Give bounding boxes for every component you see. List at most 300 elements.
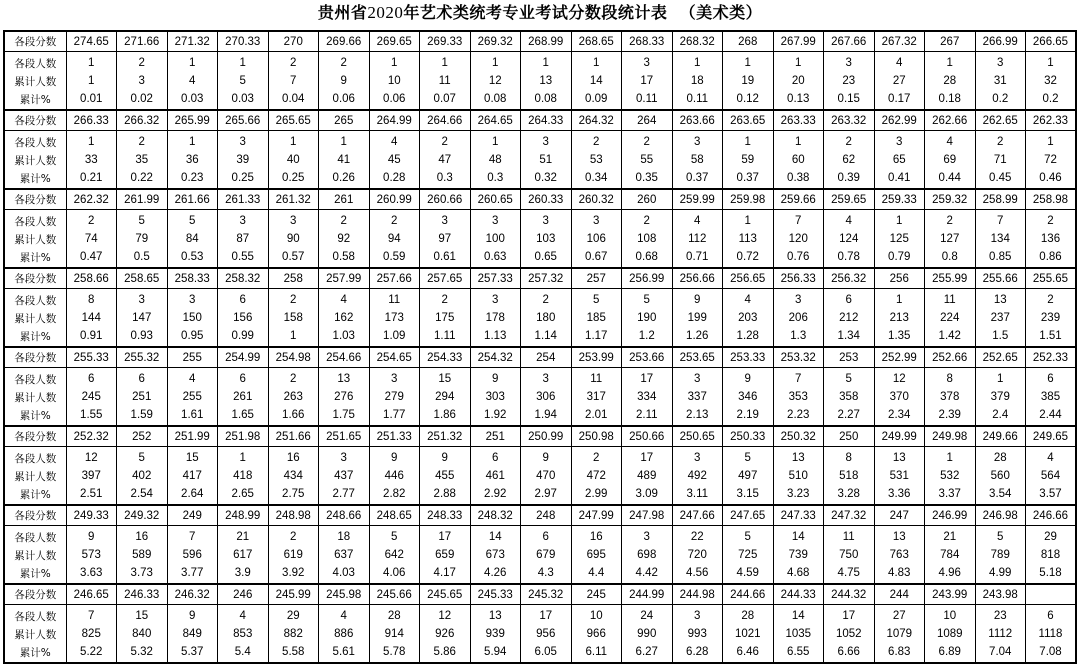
table-cell: 0.5 (117, 248, 168, 268)
table-cell: 3 (420, 210, 471, 231)
table-cell: 617 (218, 546, 269, 564)
table-cell: 270.33 (218, 31, 269, 52)
table-cell: 0.93 (117, 327, 168, 347)
table-cell: 0.09 (571, 90, 622, 110)
table-cell: 250.66 (622, 426, 673, 447)
table-cell: 0.15 (824, 90, 875, 110)
table-cell: 4 (369, 131, 420, 152)
table-cell: 334 (622, 388, 673, 406)
table-cell: 247.66 (672, 505, 723, 526)
table-cell: 1079 (874, 625, 925, 643)
table-cell: 378 (925, 388, 976, 406)
table-cell: 258.32 (218, 268, 269, 289)
cumulative-row (4, 72, 1076, 90)
table-cell: 100 (470, 230, 521, 248)
table-cell: 279 (369, 388, 420, 406)
table-cell: 914 (369, 625, 420, 643)
table-cell: 0.12 (723, 90, 774, 110)
table-cell: 589 (117, 546, 168, 564)
table-cell: 3.54 (975, 485, 1026, 505)
table-cell: 9 (521, 447, 572, 468)
table-cell: 69 (925, 151, 976, 169)
table-cell: 2 (824, 131, 875, 152)
table-cell: 17 (622, 72, 673, 90)
table-cell: 0.28 (369, 169, 420, 189)
table-cell: 1 (773, 52, 824, 73)
table-cell: 7 (167, 526, 218, 547)
row-label: 各段人数 (14, 57, 57, 70)
table-cell: 1.14 (521, 327, 572, 347)
table-cell: 0.68 (622, 248, 673, 268)
table-cell: 269.32 (470, 31, 521, 52)
table-cell: 247.99 (571, 505, 622, 526)
table-cell: 6.83 (874, 643, 925, 663)
table-cell: 251.33 (369, 426, 420, 447)
table-cell: 2 (1026, 289, 1077, 310)
table-cell: 1021 (723, 625, 774, 643)
cumulative-row (4, 230, 1076, 248)
table-cell: 0.37 (672, 169, 723, 189)
table-cell: 261.66 (167, 189, 218, 210)
table-cell: 573 (66, 546, 117, 564)
table-cell: 2 (268, 289, 319, 310)
table-cell: 370 (874, 388, 925, 406)
table-cell: 6 (218, 368, 269, 389)
table-cell: 257.66 (369, 268, 420, 289)
table-cell: 253.66 (622, 347, 673, 368)
table-cell: 244.99 (622, 584, 673, 605)
table-cell: 19 (723, 72, 774, 90)
table-cell: 698 (622, 546, 673, 564)
table-cell: 0.32 (521, 169, 572, 189)
table-cell: 1.2 (622, 327, 673, 347)
table-cell: 264.33 (521, 110, 572, 131)
table-cell: 243.99 (925, 584, 976, 605)
table-cell: 53 (571, 151, 622, 169)
table-cell: 6.55 (773, 643, 824, 663)
percent-row (4, 169, 1076, 189)
table-cell: 258.98 (1026, 189, 1077, 210)
table-cell: 518 (824, 467, 875, 485)
table-cell: 461 (470, 467, 521, 485)
table-cell: 13 (521, 72, 572, 90)
table-cell: 1.86 (420, 406, 471, 426)
percent-row (4, 485, 1076, 505)
table-cell: 259.32 (925, 189, 976, 210)
row-label: 各段分数 (4, 189, 66, 210)
table-cell: 22 (672, 526, 723, 547)
table-cell: 260.33 (521, 189, 572, 210)
table-cell: 0.25 (268, 169, 319, 189)
table-cell: 1089 (925, 625, 976, 643)
table-cell: 269.65 (369, 31, 420, 52)
table-cell: 0.03 (218, 90, 269, 110)
table-cell: 6.46 (723, 643, 774, 663)
table-cell: 265 (319, 110, 370, 131)
table-cell: 0.86 (1026, 248, 1077, 268)
table-cell: 108 (622, 230, 673, 248)
table-cell: 245.98 (319, 584, 370, 605)
table-cell: 3.28 (824, 485, 875, 505)
table-cell: 23 (824, 72, 875, 90)
percent-row (4, 564, 1076, 584)
table-cell: 4 (1026, 447, 1077, 468)
table-cell: 268.99 (521, 31, 572, 52)
table-cell: 1 (66, 131, 117, 152)
table-cell: 29 (268, 605, 319, 626)
table-cell: 470 (521, 467, 572, 485)
table-cell: 4.03 (319, 564, 370, 584)
table-cell: 17 (521, 605, 572, 626)
percent-row (4, 90, 1076, 110)
table-cell: 258 (268, 268, 319, 289)
table-cell: 252.66 (925, 347, 976, 368)
table-cell: 265.99 (167, 110, 218, 131)
table-cell: 6 (1026, 605, 1077, 626)
table-cell: 0.11 (672, 90, 723, 110)
count-row (4, 605, 1076, 626)
table-cell: 212 (824, 309, 875, 327)
table-cell: 255.32 (117, 347, 168, 368)
table-cell: 256.33 (773, 268, 824, 289)
table-cell: 0.76 (773, 248, 824, 268)
table-cell: 264.66 (420, 110, 471, 131)
table-cell: 261 (319, 189, 370, 210)
table-cell: 2 (319, 210, 370, 231)
table-cell: 27 (874, 72, 925, 90)
table-cell: 4 (874, 52, 925, 73)
table-cell: 13 (319, 368, 370, 389)
table-cell: 251.65 (319, 426, 370, 447)
table-cell: 259.65 (824, 189, 875, 210)
row-label: 累计% (19, 567, 51, 580)
table-cell: 9 (470, 368, 521, 389)
row-label: 各段分数 (4, 110, 66, 131)
table-cell: 0.04 (268, 90, 319, 110)
table-cell: 265.65 (268, 110, 319, 131)
table-cell: 259.66 (773, 189, 824, 210)
table-cell: 147 (117, 309, 168, 327)
row-label: 各段人数 (14, 610, 57, 623)
table-cell: 840 (117, 625, 168, 643)
table-cell: 2 (571, 447, 622, 468)
table-cell: 0.07 (420, 90, 471, 110)
table-cell: 0.55 (218, 248, 269, 268)
table-cell: 1 (470, 52, 521, 73)
table-cell: 12 (420, 605, 471, 626)
table-cell: 0.06 (369, 90, 420, 110)
table-cell: 926 (420, 625, 471, 643)
table-cell: 739 (773, 546, 824, 564)
score-distribution-table (3, 30, 1077, 664)
table-cell: 45 (369, 151, 420, 169)
row-label: 累计人数 (14, 549, 57, 562)
table-cell: 257.32 (521, 268, 572, 289)
table-cell: 261.32 (268, 189, 319, 210)
table-cell: 3.73 (117, 564, 168, 584)
table-cell: 247.65 (723, 505, 774, 526)
table-cell: 257.33 (470, 268, 521, 289)
table-cell: 750 (824, 546, 875, 564)
table-cell: 1 (470, 131, 521, 152)
table-cell: 248 (521, 505, 572, 526)
table-cell: 16 (571, 526, 622, 547)
table-cell: 1 (268, 131, 319, 152)
title-category: （美术类） (679, 3, 763, 22)
score-row (4, 110, 1076, 131)
table-cell: 94 (369, 230, 420, 248)
table-cell: 6 (218, 289, 269, 310)
table-cell: 3 (521, 210, 572, 231)
table-cell: 256.65 (723, 268, 774, 289)
table-cell: 2.88 (420, 485, 471, 505)
table-cell: 4.26 (470, 564, 521, 584)
table-cell: 637 (319, 546, 370, 564)
table-cell: 72 (1026, 151, 1077, 169)
table-cell: 2.39 (925, 406, 976, 426)
table-cell: 252.65 (975, 347, 1026, 368)
table-cell: 2 (521, 289, 572, 310)
table-cell: 0.44 (925, 169, 976, 189)
table-cell: 71 (975, 151, 1026, 169)
table-cell: 58 (672, 151, 723, 169)
table-cell: 5 (824, 368, 875, 389)
table-cell: 65 (874, 151, 925, 169)
table-cell: 249 (167, 505, 218, 526)
table-cell: 3.11 (672, 485, 723, 505)
table-cell: 472 (571, 467, 622, 485)
table-cell: 1.3 (773, 327, 824, 347)
table-cell: 564 (1026, 467, 1077, 485)
table-cell: 1.09 (369, 327, 420, 347)
table-cell: 0.13 (773, 90, 824, 110)
table-cell: 253.32 (773, 347, 824, 368)
table-cell: 11 (420, 72, 471, 90)
table-cell: 246 (218, 584, 269, 605)
table-cell: 4.83 (874, 564, 925, 584)
table-cell: 4 (319, 289, 370, 310)
table-cell: 253 (824, 347, 875, 368)
table-cell: 20 (773, 72, 824, 90)
table-cell: 0.8 (925, 248, 976, 268)
table-cell: 417 (167, 467, 218, 485)
row-label: 累计% (19, 93, 51, 106)
table-cell: 253.33 (723, 347, 774, 368)
table-cell: 264 (622, 110, 673, 131)
table-cell: 3.92 (268, 564, 319, 584)
table-cell: 3 (975, 52, 1026, 73)
table-cell: 1.11 (420, 327, 471, 347)
table-cell: 12 (66, 447, 117, 468)
table-cell: 1.34 (824, 327, 875, 347)
score-row (4, 189, 1076, 210)
table-cell: 4.4 (571, 564, 622, 584)
table-cell: 248.99 (218, 505, 269, 526)
table-cell: 265.66 (218, 110, 269, 131)
table-cell: 4 (925, 131, 976, 152)
table-cell: 0.65 (521, 248, 572, 268)
table-cell: 346 (723, 388, 774, 406)
table-cell: 1 (268, 327, 319, 347)
table-cell: 3.15 (723, 485, 774, 505)
table-cell: 4.42 (622, 564, 673, 584)
table-cell: 1 (975, 368, 1026, 389)
table-cell: 0.67 (571, 248, 622, 268)
table-cell: 3.9 (218, 564, 269, 584)
table-cell: 5 (622, 289, 673, 310)
table-cell: 3.63 (66, 564, 117, 584)
table-cell: 250.33 (723, 426, 774, 447)
table-cell: 17 (824, 605, 875, 626)
table-cell: 1 (723, 131, 774, 152)
table-cell: 446 (369, 467, 420, 485)
row-label: 累计% (19, 646, 51, 659)
percent-row (4, 248, 1076, 268)
table-cell: 1 (167, 131, 218, 152)
table-cell: 254.32 (470, 347, 521, 368)
table-cell: 2 (571, 131, 622, 152)
table-cell: 0.22 (117, 169, 168, 189)
table-cell: 0.38 (773, 169, 824, 189)
row-label: 累计人数 (14, 391, 57, 404)
table-cell: 2.65 (218, 485, 269, 505)
table-cell: 251.66 (268, 426, 319, 447)
table-cell: 5 (723, 447, 774, 468)
row-label: 累计% (19, 172, 51, 185)
table-cell: 21 (218, 526, 269, 547)
table-cell: 244 (874, 584, 925, 605)
table-cell: 249.65 (1026, 426, 1077, 447)
table-cell: 2.97 (521, 485, 572, 505)
row-label: 各段分数 (4, 584, 66, 605)
table-cell: 14 (470, 526, 521, 547)
table-cell: 262.99 (874, 110, 925, 131)
table-cell: 1112 (975, 625, 1026, 643)
table-cell: 5 (723, 526, 774, 547)
table-cell: 990 (622, 625, 673, 643)
table-cell: 6 (470, 447, 521, 468)
table-cell: 0.02 (117, 90, 168, 110)
title-year: 2020 (367, 3, 404, 22)
table-cell: 2 (268, 526, 319, 547)
table-cell: 31 (975, 72, 1026, 90)
table-cell: 1 (369, 52, 420, 73)
table-cell: 7.04 (975, 643, 1026, 663)
table-cell: 244.32 (824, 584, 875, 605)
table-cell: 492 (672, 467, 723, 485)
table-cell: 0.23 (167, 169, 218, 189)
table-cell: 270 (268, 31, 319, 52)
table-cell: 258.33 (167, 268, 218, 289)
table-cell: 1.28 (723, 327, 774, 347)
table-cell: 397 (66, 467, 117, 485)
table-cell: 276 (319, 388, 370, 406)
table-cell: 15 (420, 368, 471, 389)
table-cell: 2.4 (975, 406, 1026, 426)
table-cell: 206 (773, 309, 824, 327)
table-cell: 0.41 (874, 169, 925, 189)
table-cell: 6.05 (521, 643, 572, 663)
table-cell: 1035 (773, 625, 824, 643)
table-cell: 337 (672, 388, 723, 406)
table-cell: 257.99 (319, 268, 370, 289)
table-cell: 260.66 (420, 189, 471, 210)
table-cell: 237 (975, 309, 1026, 327)
row-label: 各段分数 (4, 31, 66, 52)
table-cell: 1118 (1026, 625, 1077, 643)
row-label: 累计人数 (14, 628, 57, 641)
table-cell: 7 (66, 605, 117, 626)
table-cell: 245 (66, 388, 117, 406)
table-cell: 497 (723, 467, 774, 485)
table-cell: 15 (167, 447, 218, 468)
table-cell: 13 (975, 289, 1026, 310)
table-cell: 3 (874, 131, 925, 152)
table-cell: 0.3 (420, 169, 471, 189)
table-cell: 1.13 (470, 327, 521, 347)
table-cell: 24 (622, 605, 673, 626)
table-cell: 1.17 (571, 327, 622, 347)
table-cell: 267.99 (773, 31, 824, 52)
row-label: 各段人数 (14, 294, 57, 307)
table-cell: 260.32 (571, 189, 622, 210)
table-cell: 259.98 (723, 189, 774, 210)
table-cell: 2.34 (874, 406, 925, 426)
table-cell: 1.65 (218, 406, 269, 426)
table-cell: 18 (319, 526, 370, 547)
table-cell: 9 (723, 368, 774, 389)
table-cell: 1 (218, 447, 269, 468)
table-cell: 90 (268, 230, 319, 248)
table-cell: 1 (420, 52, 471, 73)
table-cell: 489 (622, 467, 673, 485)
table-cell: 4.17 (420, 564, 471, 584)
table-cell: 48 (470, 151, 521, 169)
table-cell: 271.66 (117, 31, 168, 52)
table-cell: 4 (723, 289, 774, 310)
table-cell: 5 (117, 210, 168, 231)
table-cell: 180 (521, 309, 572, 327)
table-cell: 0.79 (874, 248, 925, 268)
table-cell: 0.53 (167, 248, 218, 268)
table-cell: 4.06 (369, 564, 420, 584)
table-cell: 113 (723, 230, 774, 248)
table-cell: 1.26 (672, 327, 723, 347)
table-cell: 317 (571, 388, 622, 406)
table-cell: 1.77 (369, 406, 420, 426)
table-cell: 262.66 (925, 110, 976, 131)
table-cell: 2 (925, 210, 976, 231)
table-cell: 642 (369, 546, 420, 564)
table-cell: 5.58 (268, 643, 319, 663)
row-label: 累计人数 (14, 75, 57, 88)
table-cell: 4 (167, 368, 218, 389)
table-cell: 1.35 (874, 327, 925, 347)
table-cell: 2 (420, 289, 471, 310)
table-cell: 7 (268, 72, 319, 90)
table-cell: 3 (218, 210, 269, 231)
table-cell: 29 (1026, 526, 1077, 547)
table-cell: 252.32 (66, 426, 117, 447)
table-cell: 6 (824, 289, 875, 310)
table-cell: 247.98 (622, 505, 673, 526)
table-cell: 6.28 (672, 643, 723, 663)
table-cell: 379 (975, 388, 1026, 406)
table-cell: 3 (622, 526, 673, 547)
table-cell: 10 (571, 605, 622, 626)
table-cell: 246.32 (167, 584, 218, 605)
table-cell: 5 (167, 210, 218, 231)
